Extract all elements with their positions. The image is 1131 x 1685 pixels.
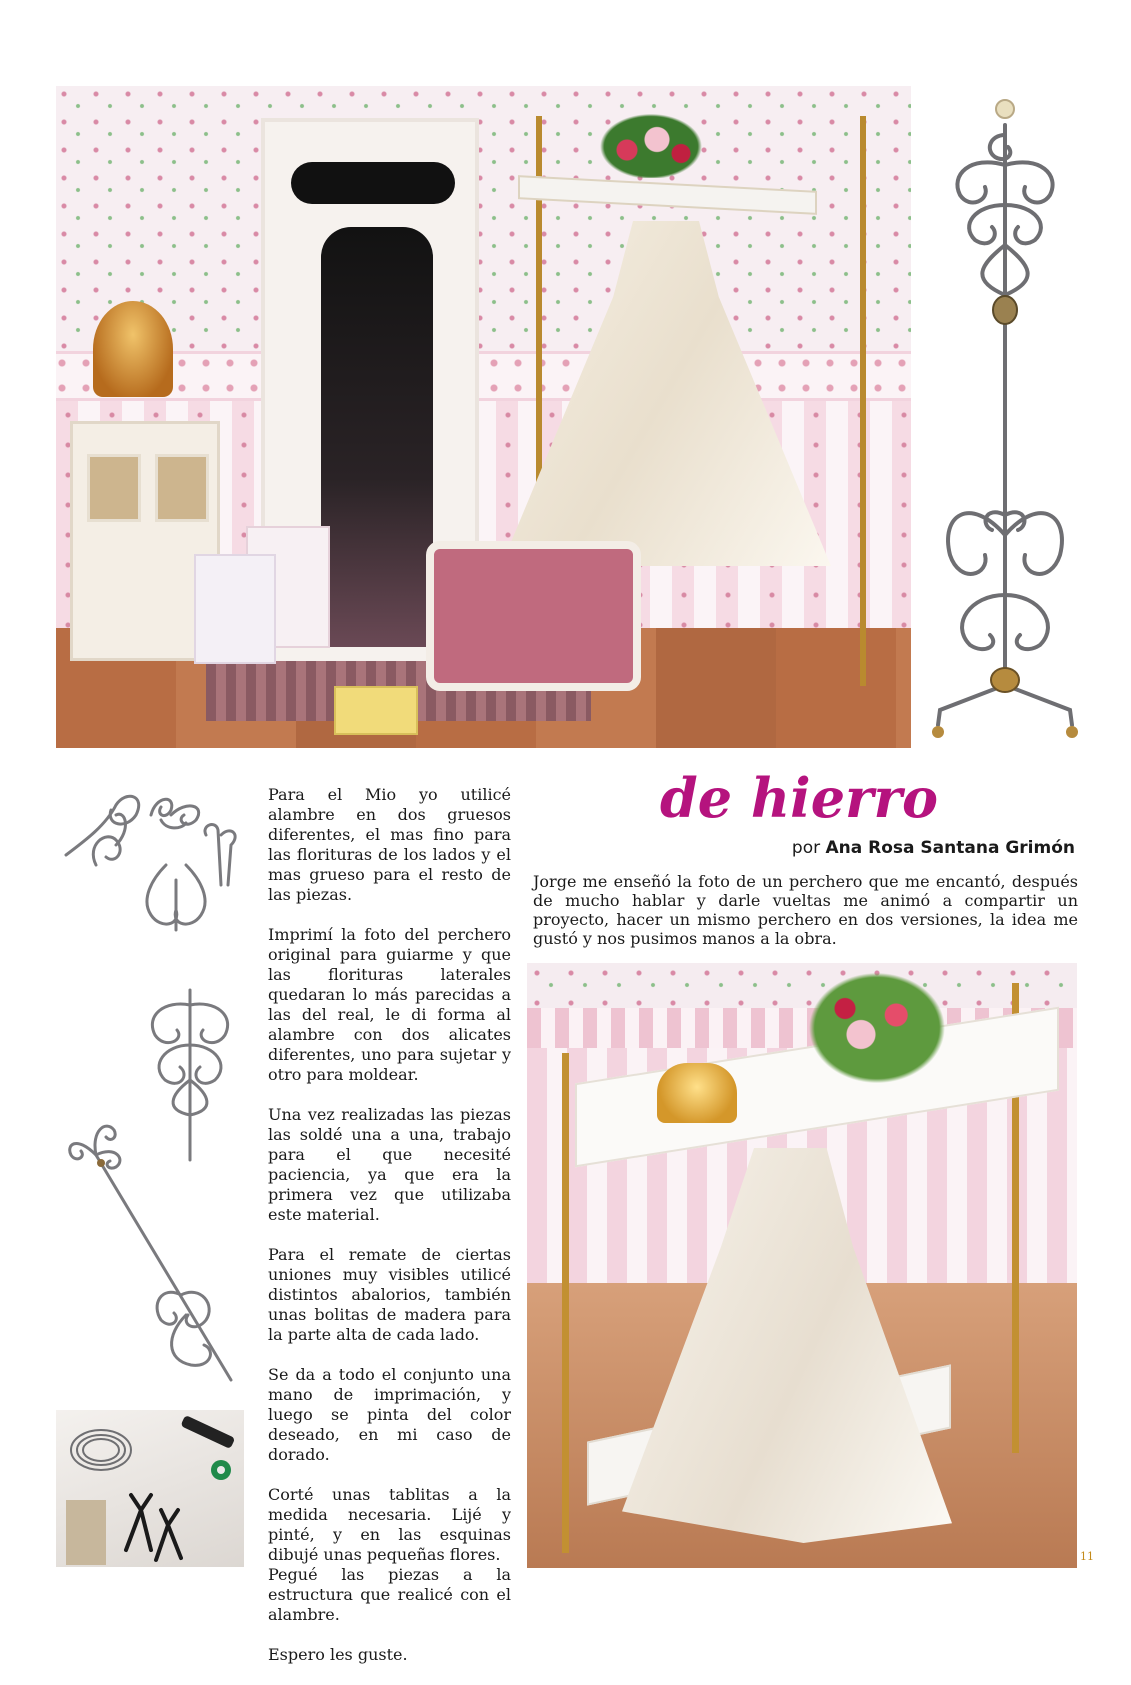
body-text-column bbox=[268, 785, 511, 1685]
byline-prefix: por bbox=[791, 838, 821, 858]
intro-paragraph: Jorge me enseñó la foto de un perchero que me encantó, después de mucho hablar y darle vueltas me animó a compartir un proyecto, hacer un mismo perchero en dos versiones, la idea me gustó y nos pusimos manos a la obra. bbox=[533, 872, 1078, 948]
tools-photo bbox=[56, 1410, 244, 1567]
article-title: de hierro bbox=[660, 766, 938, 830]
pliers-and-wire-icon bbox=[56, 1410, 244, 1567]
flower-arrangement bbox=[797, 963, 957, 1093]
gold-crown bbox=[657, 1063, 737, 1123]
body-paragraph: Espero les guste. bbox=[268, 1645, 408, 1664]
page-number: 11 bbox=[1080, 1550, 1094, 1563]
author-name: Ana Rosa Santana Grimón bbox=[825, 838, 1075, 858]
wire-rack-side-piece bbox=[56, 1115, 246, 1385]
body-paragraph: Pegué las piezas a la estructura que realicé con el alambre. bbox=[268, 1565, 511, 1624]
body-paragraph: Para el Mio yo utilicé alambre en dos gruesos diferentes, el mas fino para las florituras de los lados y el mas grueso para el resto de las piezas. bbox=[268, 785, 511, 904]
body-paragraph: Se da a todo el conjunto una mano de imprimación, y luego se pinta del color deseado, en mi caso de dorado. bbox=[268, 1365, 511, 1464]
standing-coat-rack-image bbox=[930, 95, 1080, 745]
lamp bbox=[93, 301, 173, 397]
body-paragraph: Corté unas tablitas a la medida necesaria. Lijé y pinté, y en las esquinas dibujé unas pequeñas flores. bbox=[268, 1485, 511, 1564]
gold-rack-photo bbox=[527, 963, 1077, 1568]
flower-arrangement bbox=[591, 108, 711, 178]
body-paragraph: Una vez realizadas las piezas las soldé una a una, trabajo para el que necesité paciencia, ya que era la primera vez que utilizaba este material. bbox=[268, 1105, 511, 1224]
gift-bag bbox=[194, 554, 276, 664]
body-paragraph: Imprimí la foto del perchero original para guiarme y que las florituras laterales quedaran lo más parecidas a las del real, le di forma al alambre con dos alicates diferentes, uno para sujetar y otro para moldear. bbox=[268, 925, 511, 1084]
wire-flourish-pieces bbox=[56, 785, 246, 975]
gold-rack-post bbox=[562, 1053, 569, 1553]
byline bbox=[690, 838, 1075, 858]
body-paragraph: Para el remate de ciertas uniones muy visibles utilicé distintos abalorios, también unas bolitas de madera para la parte alta de cada lado. bbox=[268, 1245, 511, 1344]
room-photo bbox=[56, 86, 911, 748]
gift-box bbox=[334, 686, 418, 735]
pink-armchair bbox=[426, 541, 641, 691]
